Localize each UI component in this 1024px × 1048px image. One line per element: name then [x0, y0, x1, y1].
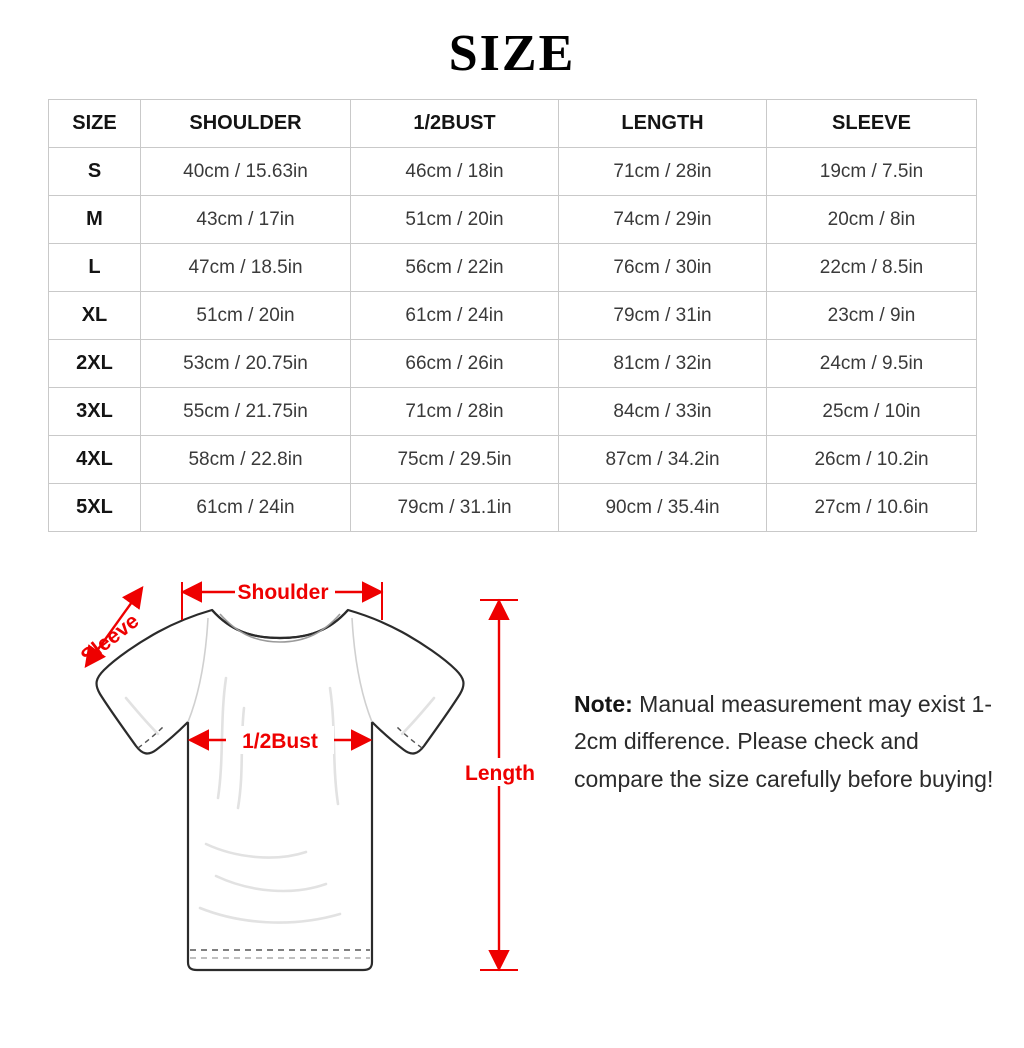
column-header-shoulder: SHOULDER	[141, 100, 351, 148]
table-row	[49, 388, 977, 436]
cell-sleeve: 24cm / 9.5in	[767, 340, 977, 388]
table-row	[49, 484, 977, 532]
table-row	[49, 436, 977, 484]
cell-sleeve: 27cm / 10.6in	[767, 484, 977, 532]
cell-size: S	[49, 148, 141, 196]
cell-size: 3XL	[49, 388, 141, 436]
cell-bust: 56cm / 22in	[351, 244, 559, 292]
cell-bust: 79cm / 31.1in	[351, 484, 559, 532]
cell-size: 2XL	[49, 340, 141, 388]
cell-length: 90cm / 35.4in	[559, 484, 767, 532]
tshirt-measurement-diagram	[30, 558, 550, 1008]
cell-length: 81cm / 32in	[559, 340, 767, 388]
cell-size: XL	[49, 292, 141, 340]
cell-shoulder: 58cm / 22.8in	[141, 436, 351, 484]
cell-length: 76cm / 30in	[559, 244, 767, 292]
cell-shoulder: 55cm / 21.75in	[141, 388, 351, 436]
shoulder-label: Shoulder	[237, 581, 329, 604]
column-header-size: SIZE	[49, 100, 141, 148]
cell-length: 71cm / 28in	[559, 148, 767, 196]
table-row	[49, 148, 977, 196]
cell-bust: 75cm / 29.5in	[351, 436, 559, 484]
column-header-bust: 1/2BUST	[351, 100, 559, 148]
table-row	[49, 292, 977, 340]
table-header-row	[49, 100, 977, 148]
cell-bust: 71cm / 28in	[351, 388, 559, 436]
length-label: Length	[465, 762, 535, 785]
cell-shoulder: 47cm / 18.5in	[141, 244, 351, 292]
table-row	[49, 340, 977, 388]
cell-length: 74cm / 29in	[559, 196, 767, 244]
column-header-sleeve: SLEEVE	[767, 100, 977, 148]
note-text: Manual measurement may exist 1-2cm difference. Please check and compare the size carefully before buying!	[574, 691, 994, 792]
size-chart-table	[48, 99, 977, 532]
tshirt-outline	[97, 610, 464, 970]
measurement-guide-section	[0, 558, 1024, 1013]
size-chart-container	[0, 99, 1024, 532]
cell-sleeve: 19cm / 7.5in	[767, 148, 977, 196]
cell-bust: 61cm / 24in	[351, 292, 559, 340]
note-label: Note:	[574, 691, 633, 717]
cell-sleeve: 23cm / 9in	[767, 292, 977, 340]
cell-shoulder: 40cm / 15.63in	[141, 148, 351, 196]
bust-label: 1/2Bust	[242, 730, 318, 753]
cell-sleeve: 25cm / 10in	[767, 388, 977, 436]
column-header-length: LENGTH	[559, 100, 767, 148]
length-measure-line	[462, 600, 540, 970]
table-row	[49, 244, 977, 292]
cell-size: 4XL	[49, 436, 141, 484]
cell-sleeve: 20cm / 8in	[767, 196, 977, 244]
cell-shoulder: 61cm / 24in	[141, 484, 351, 532]
cell-bust: 66cm / 26in	[351, 340, 559, 388]
cell-size: M	[49, 196, 141, 244]
cell-length: 79cm / 31in	[559, 292, 767, 340]
table-row	[49, 196, 977, 244]
cell-size: 5XL	[49, 484, 141, 532]
cell-size: L	[49, 244, 141, 292]
sleeve-label: Sleeve	[76, 609, 144, 669]
cell-sleeve: 22cm / 8.5in	[767, 244, 977, 292]
cell-bust: 51cm / 20in	[351, 196, 559, 244]
note-block	[574, 686, 994, 798]
cell-bust: 46cm / 18in	[351, 148, 559, 196]
cell-sleeve: 26cm / 10.2in	[767, 436, 977, 484]
cell-shoulder: 51cm / 20in	[141, 292, 351, 340]
cell-length: 87cm / 34.2in	[559, 436, 767, 484]
cell-shoulder: 43cm / 17in	[141, 196, 351, 244]
cell-length: 84cm / 33in	[559, 388, 767, 436]
page-title: SIZE	[448, 25, 576, 82]
cell-shoulder: 53cm / 20.75in	[141, 340, 351, 388]
